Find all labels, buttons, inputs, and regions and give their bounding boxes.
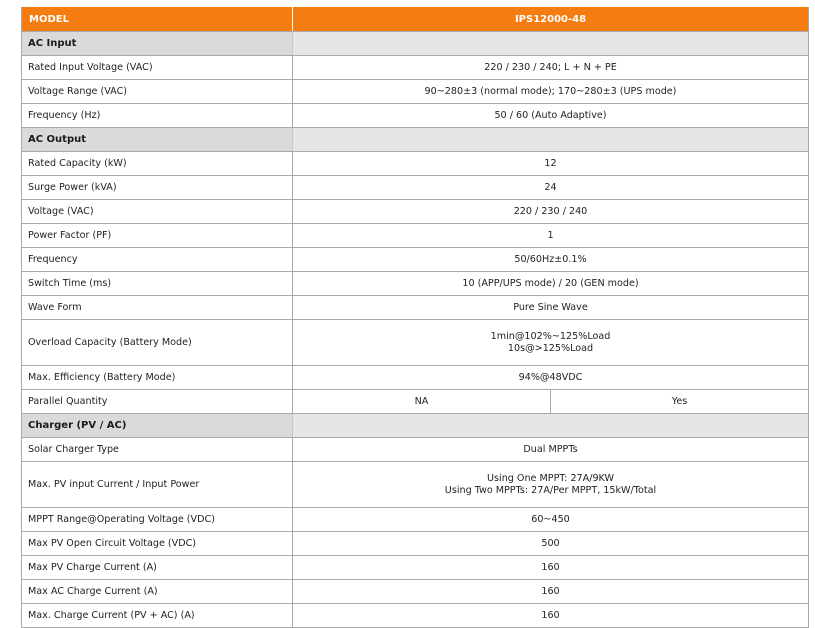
row-value: 94%@48VDC: [518, 372, 583, 383]
table-row: [22, 151, 808, 175]
row-value: 160: [541, 586, 560, 597]
section-ac-input: [22, 31, 808, 55]
value-line: 1min@102%~125%Load: [490, 330, 611, 342]
row-label: Max PV Charge Current (A): [22, 556, 293, 579]
table-row: [22, 365, 808, 389]
row-value: 220 / 230 / 240; L + N + PE: [484, 62, 617, 73]
row-value: 160: [541, 610, 560, 621]
header-label: MODEL: [22, 7, 293, 31]
row-value: 24: [544, 182, 557, 193]
row-label: Power Factor (PF): [22, 224, 293, 247]
table-row: [22, 461, 808, 507]
table-row: [22, 199, 808, 223]
table-row: [22, 319, 808, 365]
table-row: [22, 271, 808, 295]
row-label: Max. Efficiency (Battery Mode): [22, 366, 293, 389]
table-row: [22, 507, 808, 531]
spec-table-body: [21, 7, 809, 628]
row-label: Switch Time (ms): [22, 272, 293, 295]
row-value: 160: [541, 562, 560, 573]
section-title: AC Output: [22, 128, 293, 151]
header-row: [22, 7, 808, 31]
table-row: [22, 175, 808, 199]
table-row: [22, 603, 808, 627]
table-row: [22, 55, 808, 79]
table-row: [22, 531, 808, 555]
table-row: [22, 437, 808, 461]
row-value-right: Yes: [671, 396, 688, 407]
row-value: 500: [541, 538, 560, 549]
row-value: 50/60Hz±0.1%: [514, 254, 587, 265]
row-value: [293, 320, 808, 365]
row-value: [293, 462, 808, 507]
header-model: IPS12000-48: [514, 13, 587, 25]
row-value: 220 / 230 / 240: [513, 206, 588, 217]
value-line: 10s@>125%Load: [507, 342, 594, 354]
row-value: 90~280±3 (normal mode); 170~280±3 (UPS mode): [424, 86, 677, 97]
table-row: [22, 247, 808, 271]
table-row: [22, 103, 808, 127]
row-label: Surge Power (kVA): [22, 176, 293, 199]
row-label: Max AC Charge Current (A): [22, 580, 293, 603]
row-label: Rated Input Voltage (VAC): [22, 56, 293, 79]
row-label: Max PV Open Circuit Voltage (VDC): [22, 532, 293, 555]
table-row: [22, 223, 808, 247]
row-label: Solar Charger Type: [22, 438, 293, 461]
table-row: [22, 79, 808, 103]
value-line: Using One MPPT: 27A/9KW: [487, 472, 614, 484]
table-row: [22, 555, 808, 579]
row-value: Pure Sine Wave: [513, 302, 588, 313]
row-label: Max. Charge Current (PV + AC) (A): [22, 604, 293, 627]
row-label: Frequency (Hz): [22, 104, 293, 127]
section-fill: [293, 414, 808, 437]
table-row: [22, 389, 808, 413]
spec-table: [21, 7, 809, 628]
section-title: AC Input: [22, 32, 293, 55]
row-label: Max. PV input Current / Input Power: [22, 462, 293, 507]
row-label: Voltage (VAC): [22, 200, 293, 223]
row-label: Voltage Range (VAC): [22, 80, 293, 103]
row-label: Overload Capacity (Battery Mode): [22, 320, 293, 365]
section-charger: [22, 413, 808, 437]
row-value: 10 (APP/UPS mode) / 20 (GEN mode): [462, 278, 639, 289]
table-row: [22, 295, 808, 319]
section-ac-output: [22, 127, 808, 151]
row-value-left: NA: [293, 390, 551, 413]
section-title: Charger (PV / AC): [22, 414, 293, 437]
section-fill: [293, 32, 808, 55]
row-value: 60~450: [531, 514, 570, 525]
row-value: 50 / 60 (Auto Adaptive): [494, 110, 607, 121]
row-label: Frequency: [22, 248, 293, 271]
section-fill: [293, 128, 808, 151]
row-label: MPPT Range@Operating Voltage (VDC): [22, 508, 293, 531]
value-line: Using Two MPPTs: 27A/Per MPPT, 15kW/Total: [444, 484, 657, 496]
row-label: Parallel Quantity: [22, 390, 293, 413]
row-label: Wave Form: [22, 296, 293, 319]
table-row: [22, 579, 808, 603]
row-value: Dual MPPTs: [523, 444, 578, 455]
row-value: 1: [547, 230, 554, 241]
row-label: Rated Capacity (kW): [22, 152, 293, 175]
row-value-split: [293, 390, 808, 413]
row-value: 12: [544, 158, 557, 169]
